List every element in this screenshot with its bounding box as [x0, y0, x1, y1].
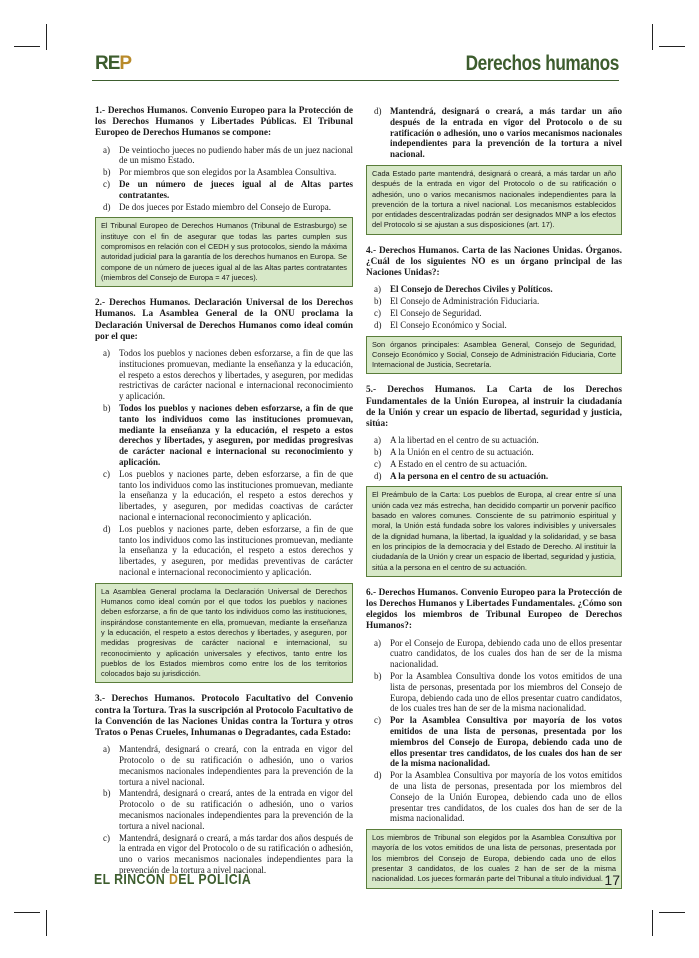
option-item: b) Por la Asamblea Consultiva donde los votos emitidos de una lista de personas, presentada por los miembros del Consejo de Europa, debiendo cada uno de ellos presentar cuatro candidatos, de los cuales tres han de ser de la misma nacionalidad. — [374, 671, 622, 714]
option-item-correct: c) De un número de jueces igual al de Altas partes contratantes. — [103, 179, 353, 200]
option-item: d) Por la Asamblea Consultiva por mayoría de los votos emitidos de una lista de personas, presentada por los miembros del Consejo de la Unión Europea, debiendo cada uno de ellos presentar tres candidatos, de los cuales dos han de ser de la misma nacionalidad. — [374, 770, 622, 824]
option-item: c) A Estado en el centro de su actuación. — [374, 458, 527, 469]
option-list — [95, 145, 353, 213]
option-item: a) De veintiocho jueces no pudiendo haber más de un juez nacional de un mismo Estado. — [103, 144, 353, 166]
explanation-box: La Asamblea General proclama la Declaración Universal de Derechos Humanos como ideal común por el que todos los pueblos y naciones deben esforzarse, a fin de que tanto los individuos como las instituciones, inspirándose constantemente en ella, promuevan, mediante la enseñanza y la educación, el respeto a estos derechos y libertades, y aseguren, por medidas progresivas de carácter nacional e internacional, su reconocimiento y aplicación universales y efectivos, tanto entre los pueblos de los Estados miembros como entre los de los territorios colocados bajo su jurisdicción. — [95, 583, 353, 684]
page-title: Derechos humanos — [465, 52, 619, 75]
question-text: 2.- Derechos Humanos. Declaración Universal de los Derechos Humanos. La Asamblea General de la ONU proclama la Declaración Universal de Derechos Humanos como ideal común por el que: — [95, 298, 353, 342]
question-text: 5.- Derechos Humanos. La Carta de los Derechos Fundamentales de la Unión Europea, al instruir la ciudadanía de la Unión y crear un espacio de libertad, seguridad y justicia, sitúa: — [366, 385, 622, 430]
question-text: 6.- Derechos Humanos. Convenio Europeo para la Protección de los Derechos Humanos y Libertades Fundamentales. ¿Cómo son elegidos los miembros de Tribunal Europeo de Derechos Humanos?: — [366, 587, 622, 632]
explanation-box: El Tribunal Europeo de Derechos Humanos (Tribunal de Estrasburgo) se instituye con el fin de asegurar que todas las partes cumplen sus compromisos en relación con el CEDH y sus protocolos, siendo la máxima autoridad judicial para la garantía de los derechos humanos en Europa. Se compone de un número de jueces igual al de las Altas partes contratantes (miembros del Consejo de Europa = 47 jueces). — [95, 217, 353, 287]
option-item: a) Por el Consejo de Europa, debiendo cada uno de ellos presentar cuatro candidatos, de los cuales dos han de ser de la misma nacionalidad. — [374, 637, 622, 670]
option-item: b) Por miembros que son elegidos por la Asamblea Consultiva. — [103, 167, 337, 178]
option-item-correct: d) Mantendrá, designará o creará, a más tardar un año después de la entrada en vigor del Protocolo o de su ratificación o adhesión, uno o varios mecanismos nacionales independientes para la prevención de la tortura a nivel nacional. — [374, 106, 622, 160]
header-divider — [92, 80, 619, 81]
question-text: 1.- Derechos Humanos. Convenio Europeo para la Protección de los Derechos Humanos y Libertades Públicas. El Tribunal Europeo de Derechos Humanos se compone: — [95, 106, 353, 139]
option-item: d) El Consejo Económico y Social. — [374, 319, 507, 330]
option-item-correct: c) Por la Asamblea Consultiva por mayoría de los votos emitidos de una lista de personas, presentada por los miembros del Consejo de Europa, debiendo cada uno de ellos presentar tres candidatos, de los cuales dos han de ser de la misma nacionalidad. — [374, 715, 622, 769]
option-item: c) El Consejo de Seguridad. — [374, 307, 482, 318]
left-column — [95, 106, 353, 881]
question-block — [95, 106, 353, 287]
crop-mark — [14, 912, 40, 913]
option-item-correct: a) El Consejo de Derechos Civiles y Políticos. — [374, 284, 553, 295]
option-list — [366, 106, 622, 160]
option-item: a) A la libertad en el centro de su actuación. — [374, 435, 539, 446]
option-item: b) A la Unión en el centro de su actuación. — [374, 447, 534, 458]
crop-mark — [659, 912, 685, 913]
crop-mark — [14, 46, 40, 47]
question-text: 3.- Derechos Humanos. Protocolo Facultativo del Convenio contra la Tortura. Tras la suscripción al Protocolo Facultativo de la Convención de las Naciones Unidas contra la Tortura y otros Tratos o Penas Crueles, Inhumanas o Degradantes, cada Estado: — [95, 694, 353, 738]
rep-logo: REP — [95, 53, 132, 74]
option-item: b) El Consejo de Administración Fiduciaria. — [374, 296, 540, 307]
explanation-box: Son órganos principales: Asamblea General, Consejo de Seguridad, Consejo Económico y Social, Consejo de Administración Fiduciaria, Corte Internacional de Justicia, Secretaría. — [366, 336, 622, 375]
option-item: b) Mantendrá, designará o creará, antes de la entrada en vigor del Protocolo o de su ratificación o adhesión, uno o varios mecanismos nacionales independientes para la prevención de la tortura a nivel nacional. — [103, 788, 353, 831]
option-list — [95, 744, 353, 876]
page-number: 17 — [604, 872, 620, 888]
footer-brand-logo: EL RINCÓN DEL POLICÍA — [94, 871, 252, 888]
question-block-continued — [366, 106, 622, 235]
option-item-correct: b) Todos los pueblos y naciones deben esforzarse, a fin de que tanto los individuos como las instituciones promuevan, mediante la enseñanza y la educación, el respeto a estos derechos y libertades, y aseguren, por medidas progresivas de carácter nacional e internacional su reconocimiento y aplicación. — [103, 402, 353, 467]
question-block — [95, 694, 353, 875]
explanation-box: Cada Estado parte mantendrá, designará o creará, a más tardar un año después de la entrada en vigor del Protocolo o de su ratificación o adhesión, uno o varios mecanismos nacionales independientes para la prevención de la tortura a nivel nacional. Los mecanismos establecidos por entidades descentralizadas podrán ser designados MNP a los efectos del Protocolo si se ajustan a sus disposiciones (art. 17). — [366, 165, 622, 235]
question-block — [366, 588, 622, 889]
question-block — [366, 385, 622, 576]
option-item-correct: d) A la persona en el centro de su actuación. — [374, 470, 549, 481]
option-item: a) Mantendrá, designará o creará, con la entrada en vigor del Protocolo o de su ratificación o adhesión, uno o varios mecanismos nacionales independientes para la prevención de la tortura a nivel nacional. — [103, 744, 353, 787]
option-list — [366, 638, 622, 825]
option-list — [366, 284, 622, 330]
crop-mark — [652, 24, 653, 50]
explanation-box: El Preámbulo de la Carta: Los pueblos de Europa, al crear entre sí una unión cada vez más estrecha, han decidido compartir un porvenir pacífico basado en valores comunes. Consciente de su patrimonio espiritual y moral, la Unión está fundada sobre los valores indivisibles y universales de la dignidad humana, la libertad, la igualdad y la solidaridad, y se basa en los principios de la democracia y del Estado de Derecho. Al instituir la ciudadanía de la Unión y crear un espacio de libertad, seguridad y justicia, sitúa a la persona en el centro de su actuación. — [366, 486, 622, 576]
crop-mark — [652, 910, 653, 936]
right-column — [366, 106, 622, 900]
option-item: c) Mantendrá, designará o creará, a más tardar dos años después de la entrada en vigor del Protocolo o de su ratificación o adhesión, uno o varios mecanismos nacionales independientes para la prevención de la tortura a nivel nacional. — [103, 832, 353, 875]
option-item: d) De dos jueces por Estado miembro del Consejo de Europa. — [103, 201, 331, 212]
question-text: 4.- Derechos Humanos. Carta de las Naciones Unidas. Órganos. ¿Cuál de los siguientes NO es un órgano principal de las Naciones Unidas?: — [366, 245, 622, 279]
crop-mark — [46, 910, 47, 936]
explanation-box: Los miembros de Tribunal son elegidos por la Asamblea Consultiva por mayoría de los votos emitidos de una lista de personas, presentada por los miembros del Consejo de Europa, debiendo cada uno de ellos presentar 3 candidatos, de los cuales 2 han de ser de la misma nacionalidad. Los jueces formarán parte del Tribunal a título individual. — [366, 829, 622, 888]
question-block — [366, 246, 622, 375]
option-list — [366, 435, 622, 481]
option-item: c) Los pueblos y naciones parte, deben esforzarse, a fin de que tanto los individuos como las instituciones promuevan, mediante la enseñanza y la educación, el respeto a estos derechos y libertades, y aseguren, por medidas coactivas de carácter nacional e internacional reconocimiento y aplicación. — [103, 468, 353, 522]
crop-mark — [46, 24, 47, 50]
option-item: a) Todos los pueblos y naciones deben esforzarse, a fin de que las instituciones promuevan, mediante la enseñanza y la educación, el respeto a estos derechos y libertades, y aseguren, por medidas restrictivas de carácter nacional e internacional reconocimiento y aplicación. — [103, 347, 353, 402]
crop-mark — [659, 46, 685, 47]
option-item: d) Los pueblos y naciones parte, deben esforzarse, a fin de que tanto los individuos como las instituciones promuevan, mediante la enseñanza y la educación, el respeto a estos derechos y libertades, y aseguren, por medidas preventivas de carácter nacional e internacional reconocimiento y aplicación. — [103, 523, 353, 577]
question-block — [95, 298, 353, 683]
option-list — [95, 348, 353, 578]
